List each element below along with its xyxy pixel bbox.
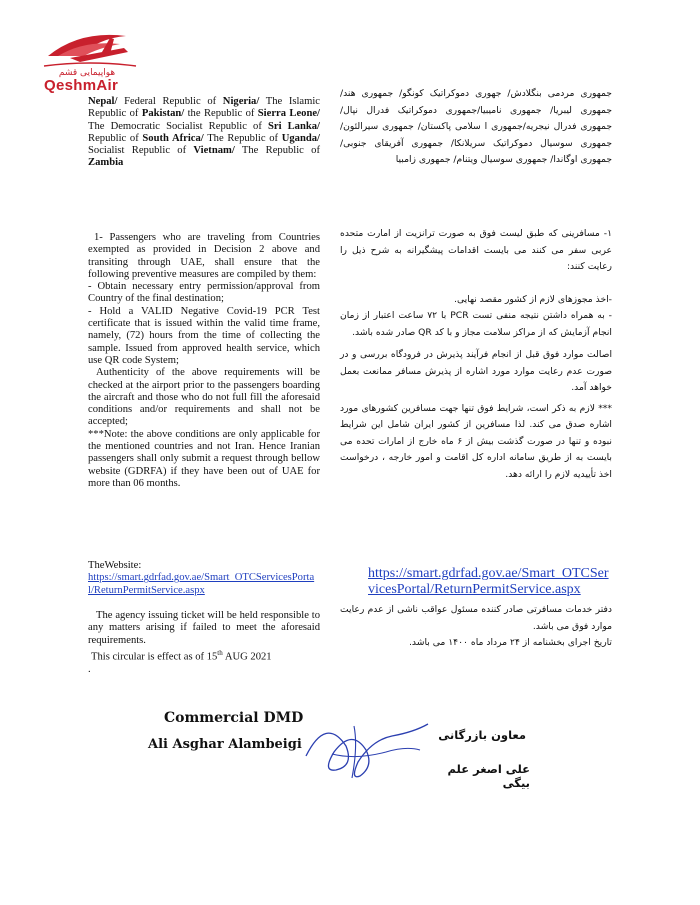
brand-name-en: QeshmAir bbox=[44, 77, 119, 94]
requirement-entry-en: - Obtain necessary entry permission/approval from Country of the final destination; bbox=[88, 281, 320, 305]
closing-fa bbox=[340, 602, 612, 652]
brand-name-fa: هواپیمایی قشم bbox=[58, 68, 116, 78]
requirement-intro-en: 1- Passengers who are traveling from Countries exempted as provided in Decision 2 above and transiting through UAE, shall ensure that the following preventive measures are compiled by them: bbox=[88, 232, 320, 280]
requirement-note-fa: *** لازم به ذکر است، شرایط فوق تنها جهت مسافرین کشورهای مورد اشاره صدق می کند. لذا مسافرین از کشور ایران شامل این شرایط نبوده و تنها در صورت گذشت بیش از ۶ ماه خارج از امارات تحده می بایست به از طریق سامانه اداره کل اقامت و امور خارجه ، درخواست اخذ تأییدیه لازم را ارائه دهد. bbox=[340, 402, 612, 480]
requirements-en bbox=[88, 232, 320, 490]
countries-text-fa: جمهوری مردمی بنگلادش/ جهوری دموکراتیک کونگو/ جمهوری هند/ جمهوری لیبریا/ جمهوری نامیبیا/جمهوری دموکراتیک فدرال نپال/ جمهوری فدرال نیجریه/جمهوری ا سلامی پاکستان/ جمهوری سیرالئون/ جمهوری سوسیال دموکراتیک سریلانکا/ جمهوری آفریقای جنوبی/ جمهوری اوگاندا/ جمهوری سوسیال ویتنام/ جمهوری زامبیا bbox=[340, 88, 612, 165]
website-label-en: TheWebsite: bbox=[88, 560, 142, 571]
agency-responsibility-fa: دفتر خدمات مسافرتی صادر کننده مسئول عواقب ناشی از عدم رعایت موارد فوق می باشد. bbox=[340, 604, 612, 632]
gdrfa-link-fa[interactable]: https://smart.gdrfad.gov.ae/Smart_OTCServicesPortal/ReturnPermitService.aspx bbox=[368, 566, 609, 597]
requirement-check-en: Authenticity of the above requirements will be checked at the airport prior to the passengers boarding the aircraft and those who do not full fill the aforesaid conditions and/or requirements and shall not be accepted; bbox=[88, 367, 320, 428]
signatory-name-fa: علی اصغر علم بیگی bbox=[447, 762, 530, 790]
countries-text-en: Nepal/ Federal Republic of Nigeria/ The Islamic Republic of Pakistan/ the Republic of Sierra Leone/ The Democratic Socialist Republic of Sri Lanka/ Republic of South Africa/ The Republic of Uganda/ Socialist Republic of Vietnam/ The Republic of Zambia bbox=[88, 96, 321, 169]
signatory-title-fa: معاون بازرگانی bbox=[438, 728, 526, 742]
requirement-check-fa: اصالت موارد فوق قبل از انجام فرآیند پذیرش در فرودگاه بررسی و در صورت عدم رعایت موارد مورد اشاره از پذیرش مسافر ممانعت بعمل خواهد آمد. bbox=[340, 349, 612, 393]
countries-list-fa bbox=[340, 86, 612, 169]
trailing-dot: . bbox=[88, 663, 91, 675]
requirement-pcr-en: - Hold a VALID Negative Covid-19 PCR Test certificate that is issued within the valid time frame, namely, (72) hours from the time of collecting the sample. Issued from approved health service, which use QR code System; bbox=[88, 305, 320, 366]
requirement-intro-fa: ۱- مسافرینی که طبق لیست فوق به صورت ترانزیت از امارت متحده عربی سفر می کنند می بایست اقدامات پیشگیرانه به شرح ذیل را رعایت کنند: bbox=[340, 228, 612, 272]
requirement-pcr-fa: - به همراه داشتن نتیجه منفی تست PCR با ۷۲ ساعت اعتبار از زمان انجام آزمایش که از مراکز سلامت مجاز و با کد QR صادر شده باشد. bbox=[340, 310, 612, 338]
effective-date-en: This circular is effect as of 15th AUG 2021 bbox=[91, 648, 272, 663]
countries-list-en bbox=[88, 96, 320, 170]
requirement-note-en: ***Note: the above conditions are only applicable for the mentioned countries and not Iran. Hence Iranian passengers shall only submit a request through bellow website (GDRFA) if they have been out of UAE for more than 06 months. bbox=[88, 428, 320, 489]
signatory-title-en: Commercial DMD bbox=[164, 710, 304, 726]
requirements-fa bbox=[340, 226, 612, 483]
signatory-name-en: Ali Asghar Alambeigi bbox=[148, 737, 302, 752]
gdrfa-link-en[interactable]: https://smart.gdrfad.gov.ae/Smart_OTCServicesPortal/ReturnPermitService.aspx bbox=[88, 572, 315, 596]
effective-date-fa: تاریخ اجرای بخشنامه از ۲۴ مرداد ماه ۱۴۰۰ می باشد. bbox=[409, 637, 612, 648]
closing-en bbox=[88, 610, 320, 676]
agency-responsibility-en: The agency issuing ticket will be held responsible to any matters arising if failed to meet the aforesaid requirements. bbox=[88, 610, 320, 646]
website-block-en bbox=[88, 560, 320, 597]
requirement-entry-fa: -اخذ مجوزهای لازم از کشور مقصد نهایی. bbox=[454, 293, 612, 305]
handwritten-signature bbox=[296, 706, 436, 786]
